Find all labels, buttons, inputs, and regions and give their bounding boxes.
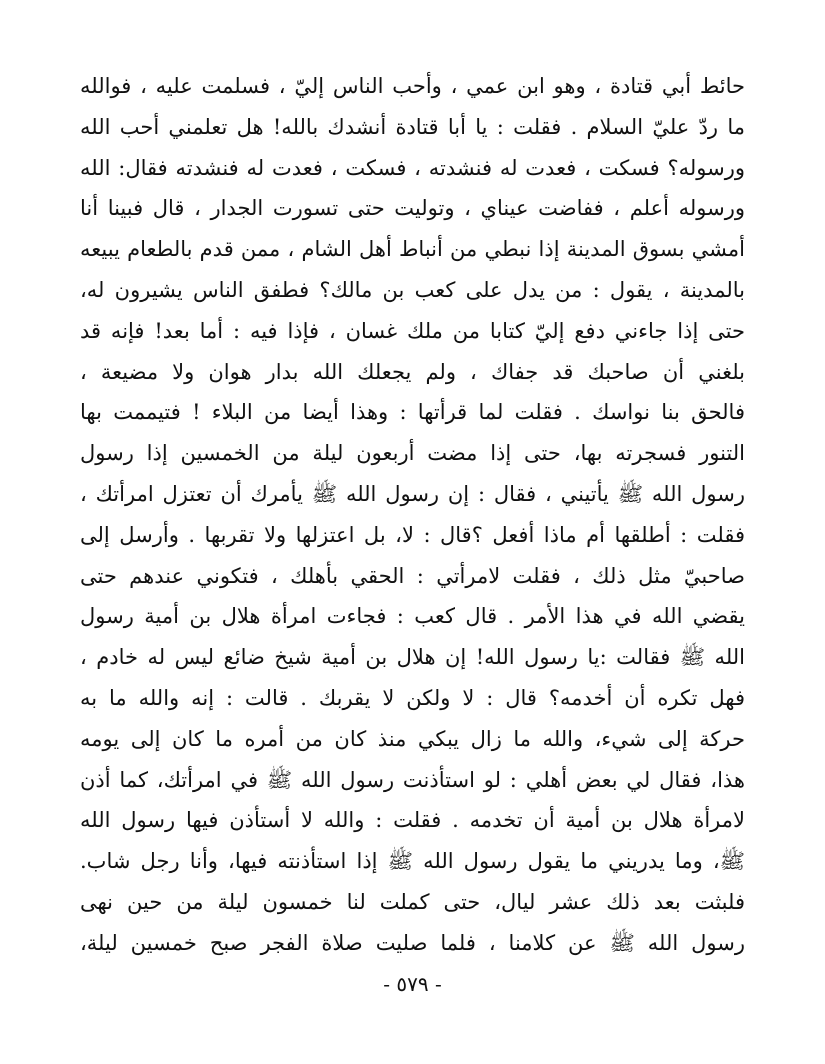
text-line: رسول الله ﷺ عن كلامنا ، فلما صليت صلاة الفجر صبح خمسين ليلة، — [80, 930, 745, 955]
page-number: - ٥٧٩ - — [383, 972, 442, 996]
text-line: فقلت : أطلقها أم ماذا أفعل ؟قال : لا، بل اعتزلها ولا تقربها . وأرسل إلى — [80, 522, 745, 547]
text-line: بالمدينة ، يقول : من يدل على كعب بن مالك؟ فطفق الناس يشيرون له، — [80, 277, 745, 302]
text-line: فهل تكره أن أخدمه؟ قال : لا ولكن لا يقربك . قالت : إنه والله ما به — [80, 685, 745, 710]
text-line: رسول الله ﷺ يأتيني ، فقال : إن رسول الله ﷺ يأمرك أن تعتزل امرأتك ، — [80, 481, 745, 506]
body-text — [80, 66, 745, 964]
text-line: هذا، فقال لي بعض أهلي : لو استأذنت رسول الله ﷺ في امرأتك، كما أذن — [80, 767, 745, 792]
text-line: لامرأة هلال بن أمية أن تخدمه . فقلت : والله لا أستأذن فيها رسول الله — [80, 808, 745, 833]
text-line: الله ﷺ فقالت :يا رسول الله! إن هلال بن أمية شيخ ضائع ليس له خادم ، — [80, 645, 745, 670]
text-line: يقضي الله في هذا الأمر . قال كعب : فجاءت امرأة هلال بن أمية رسول — [80, 604, 745, 629]
text-line: فالحق بنا نواسك . فقلت لما قرأتها : وهذا أيضا من البلاء ! فتيممت بها — [80, 400, 745, 425]
text-line: ورسوله؟ فسكت ، فعدت له فنشدته ، فسكت ، فعدت له فنشدته فقال: الله — [80, 155, 745, 180]
text-line: ما ردّ عليّ السلام . فقلت : يا أبا قتادة أنشدك بالله! هل تعلمني أحب الله — [80, 114, 745, 139]
text-line: ﷺ، وما يدريني ما يقول رسول الله ﷺ إذا استأذنته فيها، وأنا رجل شاب. — [80, 849, 745, 874]
text-line: حركة إلى شيء، والله ما زال يبكي منذ كان من أمره ما كان إلى يومه — [80, 726, 745, 751]
text-line: التنور فسجرته بها، حتى إذا مضت أربعون ليلة من الخمسين إذا رسول — [80, 441, 745, 466]
text-line: بلغني أن صاحبك قد جفاك ، ولم يجعلك الله بدار هوان ولا مضيعة ، — [80, 359, 745, 384]
text-line: أمشي بسوق المدينة إذا نبطي من أنباط أهل الشام ، ممن قدم بالطعام يبيعه — [80, 237, 745, 262]
text-line: فلبثت بعد ذلك عشر ليال، حتى كملت لنا خمسون ليلة من حين نهى — [80, 889, 745, 914]
text-line: ورسوله أعلم ، ففاضت عيناي ، وتوليت حتى تسورت الجدار ، قال فبينا أنا — [80, 196, 745, 221]
text-line: صاحبيّ مثل ذلك ، فقلت لامرأتي : الحقي بأهلك ، فتكوني عندهم حتى — [80, 563, 745, 588]
text-line: حتى إذا جاءني دفع إليّ كتابا من ملك غسان ، فإذا فيه : أما بعد! فإنه قد — [80, 318, 745, 343]
text-line: حائط أبي قتادة ، وهو ابن عمي ، وأحب الناس إليّ ، فسلمت عليه ، فوالله — [80, 74, 745, 98]
